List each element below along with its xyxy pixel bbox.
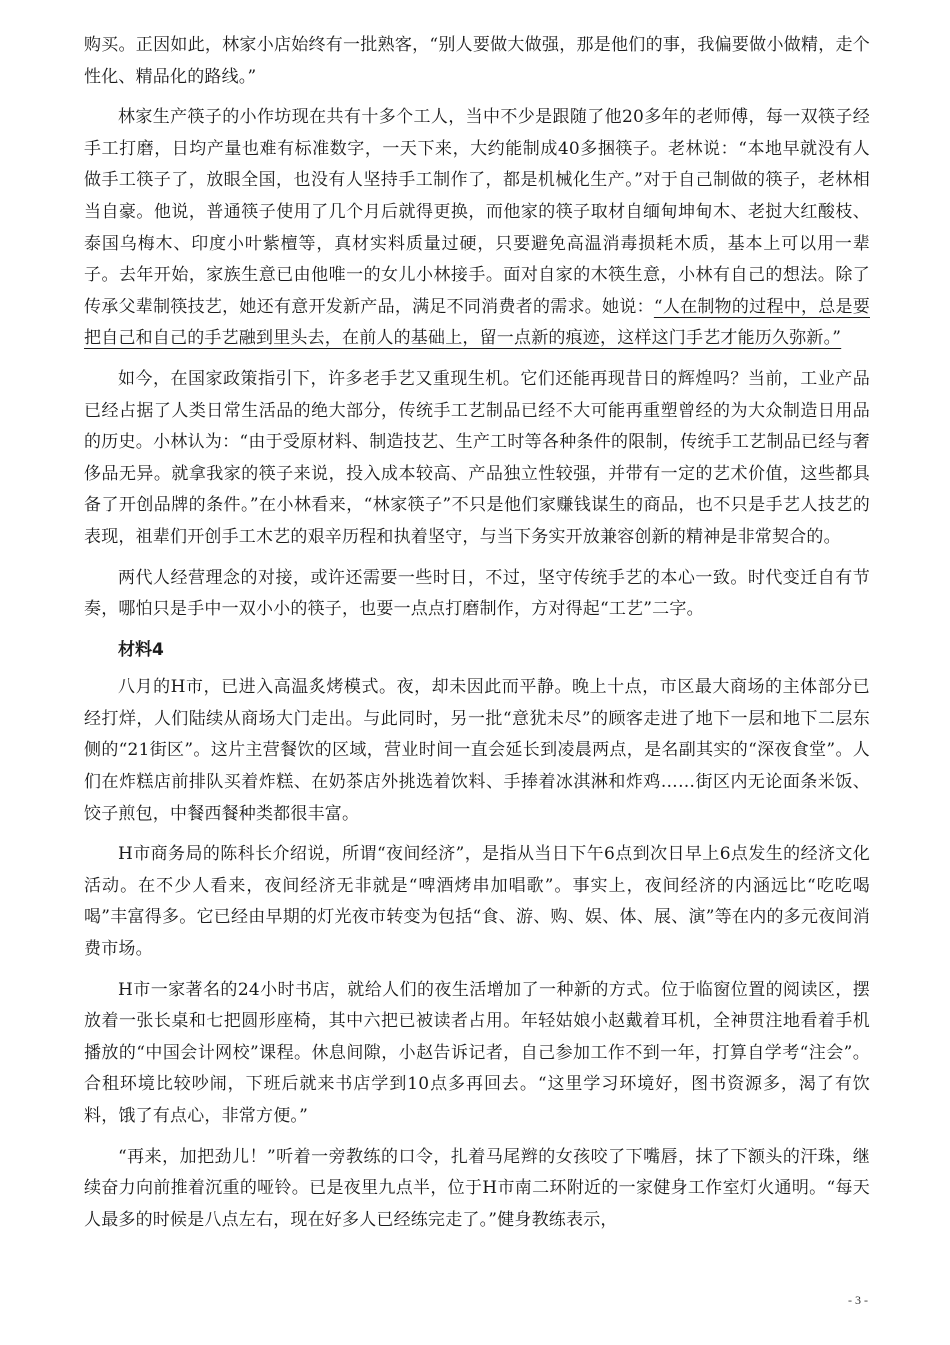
paragraph-4: 两代人经营理念的对接，或许还需要一些时日，不过，坚守传统手艺的本心一致。时代变迁自有节奏，哪怕只是手中一双小小的筷子，也要一点点打磨制作，方对得起“工艺”二字。 xyxy=(84,567,870,620)
document-page xyxy=(84,30,870,1245)
paragraph-1: 购买。正因如此，林家小店始终有一批熟客，“别人要做大做强，那是他们的事，我偏要做小做精，走个性化、精品化的路线。” xyxy=(84,35,870,87)
paragraph-2 xyxy=(84,102,870,355)
section-paragraph-2: H市商务局的陈科长介绍说，所谓“夜间经济”，是指从当日下午6点到次日早上6点发生的经济文化活动。在不少人看来，夜间经济无非就是“啤酒烤串加唱歌”。事实上，夜间经济的内涵远比“吃吃喝喝”丰富得多。它已经由早期的灯光夜市转变为包括“食、游、购、娱、体、展、演”等在内的多元夜间消费市场。 xyxy=(84,844,870,960)
paragraph-2-text: 林家生产筷子的小作坊现在共有十多个工人，当中不少是跟随了他20多年的老师傅，每一双筷子经手工打磨，日均产量也难有标准数字，一天下来，大约能制成40多捆筷子。老林说：“本地早就没有人做手工筷子了，放眼全国，也没有人坚持手工制作了，都是机械化生产。”对于自己制做的筷子，老林相当自豪。他说，普通筷子使用了几个月后就得更换，而他家的筷子取材自缅甸坤甸木、老挝大红酸枝、泰国乌梅木、印度小叶紫檀等，真材实料质量过硬，只要避免高温消毒损耗木质，基本上可以用一辈子。去年开始，家族生意已由他唯一的女儿小林接手。面对自家的木筷生意，小林有自己的想法。除了传承父辈制筷技艺，她还有意开发新产品，满足不同消费者的需求。她说： xyxy=(84,107,870,317)
section-heading: 材料4 xyxy=(118,639,164,660)
underlined-quote: “人在制物的过程中，总是要把自己和自己的手艺融到里头去，在前人的基础上，留一点新的痕迹，这样这门手艺才能历久弥新。” xyxy=(84,296,870,349)
section-paragraph-3: H市一家著名的24小时书店，就给人们的夜生活增加了一种新的方式。位于临窗位置的阅读区，摆放着一张长桌和七把圆形座椅，其中六把已被读者占用。年轻姑娘小赵戴着耳机，全神贯注地看着手机播放的“中国会计网校”课程。休息间隙，小赵告诉记者，自己参加工作不到一年，打算自学考“注会”。合租环境比较吵闹，下班后就来书店学到10点多再回去。“这里学习环境好，图书资源多，渴了有饮料，饿了有点心，非常方便。” xyxy=(84,979,870,1126)
page-number: - 3 - xyxy=(848,1293,868,1307)
section-paragraph-1: 八月的H市，已进入高温炙烤模式。夜，却未因此而平静。晚上十点，市区最大商场的主体部分已经打烊，人们陆续从商场大门走出。与此同时，另一批“意犹未尽”的顾客走进了地下一层和地下二层东侧的“21街区”。这片主营餐饮的区域，营业时间一直会延长到凌晨两点，是名副其实的“深夜食堂”。人们在炸糕店前排队买着炸糕、在奶茶店外挑选着饮料、手捧着冰淇淋和炸鸡……街区内无论面条米饭、饺子煎包，中餐西餐种类都很丰富。 xyxy=(84,677,870,824)
paragraph-3: 如今，在国家政策指引下，许多老手艺又重现生机。它们还能再现昔日的辉煌吗？当前，工业产品已经占据了人类日常生活品的绝大部分，传统手工艺制品已经不大可能再重塑曾经的为大众制造日用品的历史。小林认为：“由于受原材料、制造技艺、生产工时等各种条件的限制，传统手工艺制品已经与奢侈品无异。就拿我家的筷子来说，投入成本较高、产品独立性较强，并带有一定的艺术价值，这些都具备了开创品牌的条件。”在小林看来，“林家筷子”不只是他们家赚钱谋生的商品，也不只是手艺人技艺的表现，祖辈们开创手工木艺的艰辛历程和执着坚守，与当下务实开放兼容创新的精神是非常契合的。 xyxy=(84,368,870,547)
section-paragraph-4: “再来，加把劲儿！”听着一旁教练的口令，扎着马尾辫的女孩咬了下嘴唇，抹了下额头的汗珠，继续奋力向前推着沉重的哑铃。已是夜里九点半，位于H市南二环附近的一家健身工作室灯火通明。“每天人最多的时候是八点左右，现在好多人已经练完走了。”健身教练表示， xyxy=(84,1146,870,1230)
